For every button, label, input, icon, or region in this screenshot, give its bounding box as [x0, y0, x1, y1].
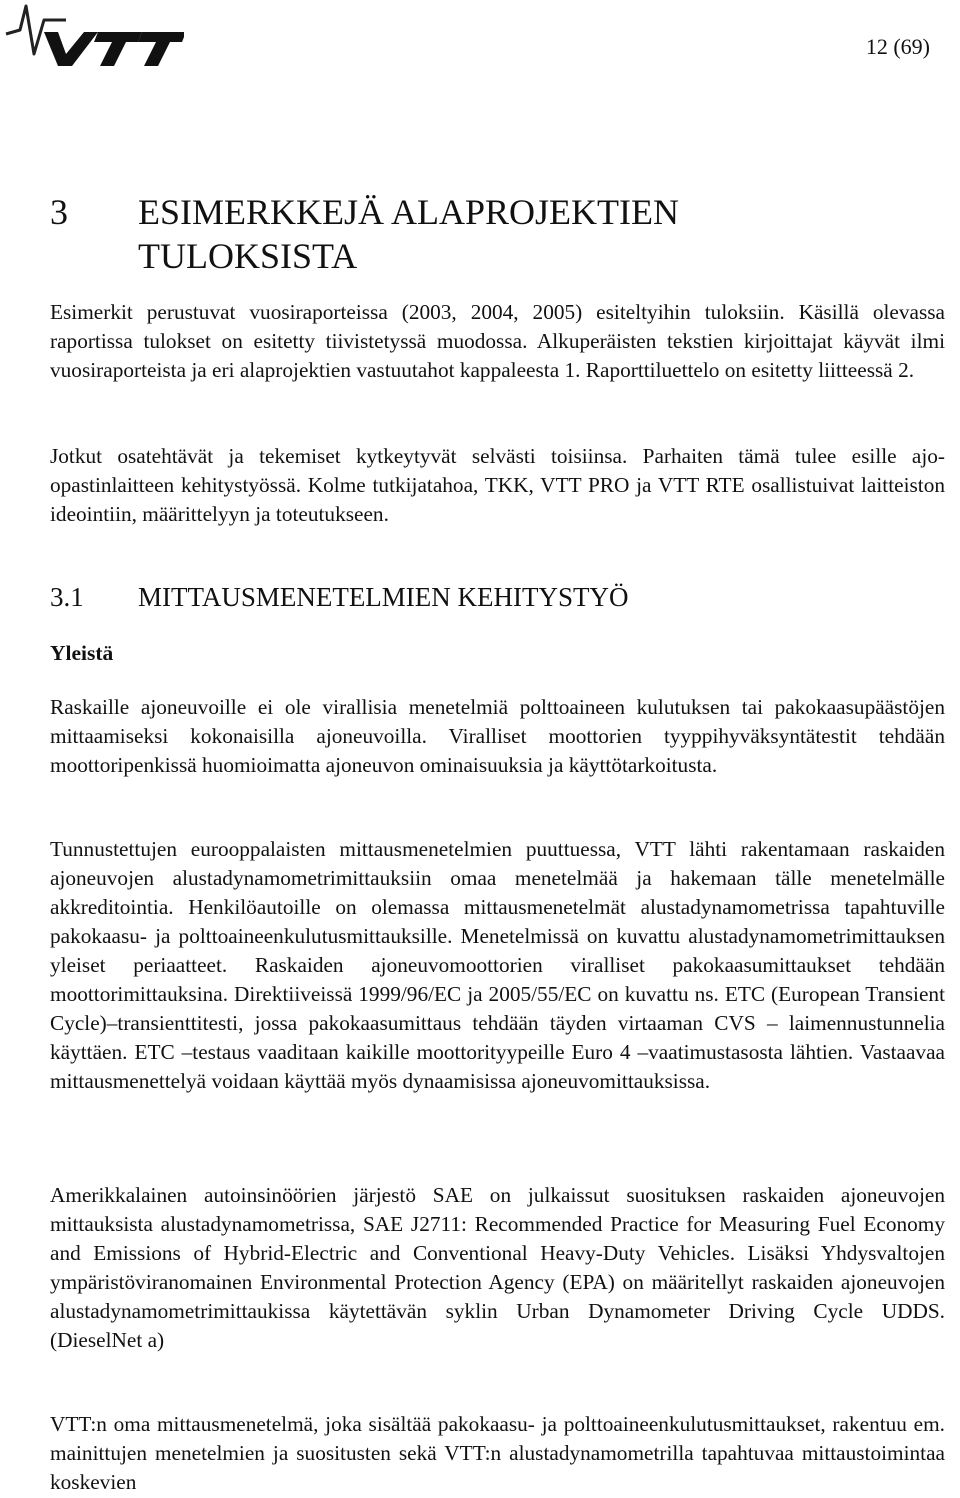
- vtt-logo: [4, 2, 184, 68]
- subheading: Yleistä: [50, 641, 114, 665]
- intro-paragraph-2: Jotkut osatehtävät ja tekemiset kytkeytyvät selvästi toisiinsa. Parhaiten tämä tulee esille ajo-opastinlaitteen kehitystyössä. Kolme tutkijatahoa, TKK, VTT PRO ja VTT RTE osallistuivat laitteiston ideointiin, määrittelyyn ja toteutukseen.: [50, 444, 945, 526]
- section-title: MITTAUSMENETELMIEN KEHITYSTYÖ: [138, 582, 629, 612]
- vtt-logo-icon: [4, 2, 184, 68]
- chapter-title: ESIMERKKEJÄ ALAPROJEKTIEN TULOKSISTA: [138, 192, 680, 276]
- body-paragraph-3: Amerikkalainen autoinsinöörien järjestö SAE on julkaissut suosituksen raskaiden ajoneuvojen mittauksista alustadynamometrissa, SAE J2711: Recommended Practice for Measuring Fuel Economy and Emissions of Hybrid-Electric and Conventional Heavy-Duty Vehicles. Lisäksi Yhdysvaltojen ympäristöviranomainen Environmental Protection Agency (EPA) on määritellyt raskaiden ajoneuvojen alustadynamometrimittaukissa käytettävän syklin Urban Dynamometer Driving Cycle UDDS. (DieselNet a): [50, 1183, 945, 1352]
- chapter-number: 3: [50, 192, 68, 232]
- page-number: 12 (69): [865, 34, 930, 59]
- body-paragraph-4: VTT:n oma mittausmenetelmä, joka sisältää pakokaasu- ja polttoaineenkulutusmittaukset, rakentuu em. mainittujen menetelmien ja suositusten sekä VTT:n alustadynamometrilla tapahtuvaa mittaustoimintaa koskevien: [50, 1412, 945, 1494]
- body-paragraph-1: Raskaille ajoneuvoille ei ole virallisia menetelmiä polttoaineen kulutuksen tai pakokaasupäästöjen mittaamiseksi kokonaisilla ajoneuvoilla. Viralliset moottorien tyyppihyväksyntätestit tehdään moottoripenkissä huomioimatta ajoneuvon ominaisuuksia ja käyttötarkoitusta.: [50, 695, 945, 777]
- section-number: 3.1: [50, 582, 84, 612]
- body-paragraph-2: Tunnustettujen eurooppalaisten mittausmenetelmien puuttuessa, VTT lähti rakentamaan raskaiden ajoneuvojen alustadynamometrimittauksiin omaa menetelmää ja hakemaan tälle menetelmälle akkreditointia. Henkilöautoille on olemassa mittausmenetelmät alustadynamometrissa tapahtuville pakokaasu- ja polttoaineenkulutusmittauksille. Menetelmissä on kuvattu alustadynamometrimittauksen yleiset periaatteet. Raskaiden ajoneuvomoottorien viralliset pakokaasumittaukset tehdään moottorimittauksina. Direktiiveissä 1999/96/EC ja 2005/55/EC on kuvattu ns. ETC (European Transient Cycle)–transienttitesti, jossa pakokaasumittaus tehdään täyden virtaaman CVS – laimennustunnelia käyttäen. ETC –testaus vaaditaan kaikille moottorityypeille Euro 4 –vaatimustasosta lähtien. Vastaavaa mittausmenettelyä voidaan käyttää myös dynaamisissa ajoneuvomittauksissa.: [50, 837, 945, 1093]
- intro-paragraph-1: Esimerkit perustuvat vuosiraporteissa (2003, 2004, 2005) esiteltyihin tuloksiin. Käsillä olevassa raportissa tulokset on esitetty tiivistetyssä muodossa. Alkuperäisten tekstien kirjoittajat käyvät ilmi vuosiraporteista ja eri alaprojektien vastuutahot kappaleesta 1. Raporttiluettelo on esitetty liitteessä 2.: [50, 300, 945, 382]
